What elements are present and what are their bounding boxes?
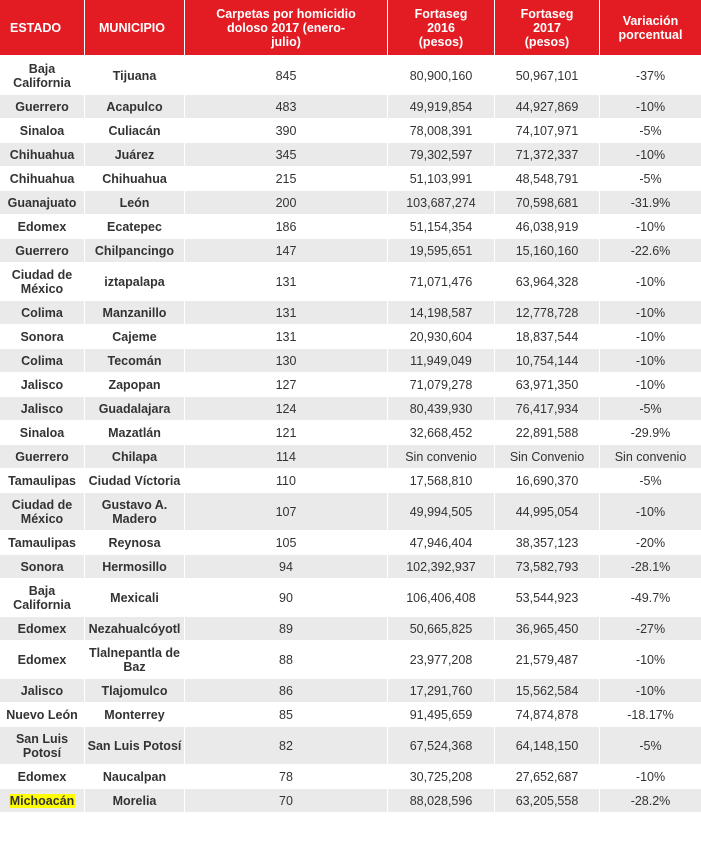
header-estado: ESTADO [0,0,85,57]
cell-variacion: -10% [600,679,701,703]
cell-variacion: -10% [600,493,701,531]
cell-municipio: Mexicali [85,579,185,617]
cell-estado: Ciudad de México [0,493,85,531]
cell-fortaseg-2016: 49,994,505 [388,493,495,531]
table-row [0,239,701,263]
cell-municipio: Tlalnepantla de Baz [85,641,185,679]
cell-municipio: iztapalapa [85,263,185,301]
cell-fortaseg-2016: 30,725,208 [388,765,495,789]
table-row [0,679,701,703]
table-row [0,263,701,301]
table-row [0,703,701,727]
cell-fortaseg-2017: 76,417,934 [495,397,600,421]
cell-fortaseg-2016: 17,291,760 [388,679,495,703]
table-row [0,95,701,119]
cell-municipio: Tlajomulco [85,679,185,703]
cell-fortaseg-2017: 63,971,350 [495,373,600,397]
cell-carpetas: 89 [185,617,388,641]
cell-variacion: -5% [600,727,701,765]
cell-estado: Edomex [0,765,85,789]
cell-municipio: Ciudad Víctoria [85,469,185,493]
cell-fortaseg-2016: 88,028,596 [388,789,495,813]
cell-variacion: -10% [600,143,701,167]
cell-fortaseg-2017: 38,357,123 [495,531,600,555]
cell-estado: San Luis Potosí [0,727,85,765]
cell-variacion: -49.7% [600,579,701,617]
table-row [0,143,701,167]
cell-carpetas: 70 [185,789,388,813]
cell-variacion: -5% [600,397,701,421]
cell-estado: Sonora [0,325,85,349]
cell-fortaseg-2016: 79,302,597 [388,143,495,167]
cell-municipio: Hermosillo [85,555,185,579]
cell-carpetas: 88 [185,641,388,679]
table-row [0,555,701,579]
cell-variacion: -22.6% [600,239,701,263]
cell-variacion: -5% [600,167,701,191]
cell-variacion: -5% [600,119,701,143]
cell-fortaseg-2016: 14,198,587 [388,301,495,325]
cell-municipio: San Luis Potosí [85,727,185,765]
cell-estado: Sinaloa [0,421,85,445]
cell-carpetas: 390 [185,119,388,143]
table-row [0,167,701,191]
cell-estado: Baja California [0,579,85,617]
cell-fortaseg-2016: Sin convenio [388,445,495,469]
cell-carpetas: 147 [185,239,388,263]
cell-fortaseg-2017: 36,965,450 [495,617,600,641]
cell-fortaseg-2017: 53,544,923 [495,579,600,617]
cell-municipio: Guadalajara [85,397,185,421]
cell-carpetas: 215 [185,167,388,191]
cell-carpetas: 127 [185,373,388,397]
cell-estado: Chihuahua [0,167,85,191]
cell-municipio: Chilapa [85,445,185,469]
cell-estado: Baja California [0,57,85,95]
cell-fortaseg-2016: 47,946,404 [388,531,495,555]
cell-estado: Sonora [0,555,85,579]
cell-fortaseg-2017: 64,148,150 [495,727,600,765]
cell-fortaseg-2017: 15,160,160 [495,239,600,263]
table-row [0,57,701,95]
cell-variacion: -20% [600,531,701,555]
cell-municipio: Tecomán [85,349,185,373]
cell-fortaseg-2016: 19,595,651 [388,239,495,263]
cell-fortaseg-2017: 74,874,878 [495,703,600,727]
cell-carpetas: 483 [185,95,388,119]
header-row [0,0,701,57]
cell-municipio: León [85,191,185,215]
cell-carpetas: 82 [185,727,388,765]
cell-estado: Tamaulipas [0,469,85,493]
cell-carpetas: 345 [185,143,388,167]
cell-municipio: Manzanillo [85,301,185,325]
cell-fortaseg-2016: 106,406,408 [388,579,495,617]
cell-variacion: -10% [600,215,701,239]
table-row [0,469,701,493]
table-row [0,301,701,325]
cell-fortaseg-2017: 63,205,558 [495,789,600,813]
cell-variacion: -10% [600,765,701,789]
cell-municipio: Cajeme [85,325,185,349]
table-row [0,789,701,813]
cell-fortaseg-2017: 48,548,791 [495,167,600,191]
cell-carpetas: 114 [185,445,388,469]
cell-carpetas: 131 [185,263,388,301]
cell-estado: Jalisco [0,679,85,703]
cell-variacion: -10% [600,263,701,301]
cell-fortaseg-2017: 44,995,054 [495,493,600,531]
header-fortaseg-2017: Fortaseg 2017 (pesos) [495,0,600,57]
cell-fortaseg-2016: 80,900,160 [388,57,495,95]
table-row [0,579,701,617]
cell-carpetas: 121 [185,421,388,445]
cell-fortaseg-2016: 102,392,937 [388,555,495,579]
table-header [0,0,701,57]
cell-estado: Nuevo León [0,703,85,727]
cell-fortaseg-2017: 50,967,101 [495,57,600,95]
cell-fortaseg-2017: 10,754,144 [495,349,600,373]
cell-estado: Colima [0,349,85,373]
table-row [0,215,701,239]
table-row [0,119,701,143]
cell-fortaseg-2016: 17,568,810 [388,469,495,493]
cell-fortaseg-2017: 70,598,681 [495,191,600,215]
table-row [0,421,701,445]
cell-estado: Jalisco [0,397,85,421]
cell-estado: Tamaulipas [0,531,85,555]
header-municipio: MUNICIPIO [85,0,185,57]
cell-estado: Edomex [0,641,85,679]
cell-carpetas: 200 [185,191,388,215]
cell-municipio: Morelia [85,789,185,813]
table-row [0,397,701,421]
table-row [0,325,701,349]
cell-carpetas: 90 [185,579,388,617]
cell-municipio: Juárez [85,143,185,167]
cell-variacion: -29.9% [600,421,701,445]
cell-fortaseg-2016: 11,949,049 [388,349,495,373]
table-row [0,445,701,469]
cell-municipio: Naucalpan [85,765,185,789]
cell-fortaseg-2016: 71,079,278 [388,373,495,397]
cell-carpetas: 124 [185,397,388,421]
cell-variacion: -28.1% [600,555,701,579]
cell-carpetas: 78 [185,765,388,789]
table-row [0,641,701,679]
cell-fortaseg-2017: 16,690,370 [495,469,600,493]
header-carpetas: Carpetas por homicidio doloso 2017 (enero-julio) [185,0,388,57]
cell-fortaseg-2016: 51,154,354 [388,215,495,239]
cell-estado: Guerrero [0,95,85,119]
cell-variacion: -18.17% [600,703,701,727]
cell-fortaseg-2017: 22,891,588 [495,421,600,445]
highlighted-estado: Michoacán [9,793,75,808]
cell-carpetas: 105 [185,531,388,555]
cell-carpetas: 94 [185,555,388,579]
cell-fortaseg-2016: 51,103,991 [388,167,495,191]
cell-fortaseg-2017: 63,964,328 [495,263,600,301]
cell-carpetas: 110 [185,469,388,493]
cell-carpetas: 131 [185,325,388,349]
cell-variacion: -10% [600,373,701,397]
cell-municipio: Tijuana [85,57,185,95]
cell-fortaseg-2017: 15,562,584 [495,679,600,703]
cell-fortaseg-2017: Sin Convenio [495,445,600,469]
cell-fortaseg-2016: 71,071,476 [388,263,495,301]
cell-municipio: Ecatepec [85,215,185,239]
table-row [0,493,701,531]
table-row [0,349,701,373]
cell-fortaseg-2016: 67,524,368 [388,727,495,765]
cell-municipio: Chihuahua [85,167,185,191]
cell-municipio: Reynosa [85,531,185,555]
table-row [0,191,701,215]
cell-estado: Sinaloa [0,119,85,143]
cell-municipio: Nezahualcóyotl [85,617,185,641]
cell-estado [0,789,85,813]
cell-fortaseg-2016: 20,930,604 [388,325,495,349]
cell-variacion: -31.9% [600,191,701,215]
cell-variacion: -10% [600,325,701,349]
cell-fortaseg-2016: 78,008,391 [388,119,495,143]
cell-fortaseg-2016: 50,665,825 [388,617,495,641]
cell-variacion: -28.2% [600,789,701,813]
cell-variacion: -10% [600,641,701,679]
cell-fortaseg-2017: 21,579,487 [495,641,600,679]
cell-estado: Edomex [0,617,85,641]
cell-fortaseg-2017: 12,778,728 [495,301,600,325]
cell-variacion: -10% [600,301,701,325]
header-fortaseg-2016: Fortaseg 2016 (pesos) [388,0,495,57]
cell-estado: Guerrero [0,239,85,263]
cell-variacion: -5% [600,469,701,493]
cell-municipio: Acapulco [85,95,185,119]
cell-estado: Colima [0,301,85,325]
cell-carpetas: 85 [185,703,388,727]
table-row [0,727,701,765]
cell-municipio: Monterrey [85,703,185,727]
cell-fortaseg-2017: 74,107,971 [495,119,600,143]
cell-fortaseg-2017: 27,652,687 [495,765,600,789]
cell-fortaseg-2016: 23,977,208 [388,641,495,679]
cell-carpetas: 130 [185,349,388,373]
cell-carpetas: 845 [185,57,388,95]
cell-variacion: -10% [600,349,701,373]
cell-fortaseg-2017: 44,927,869 [495,95,600,119]
cell-fortaseg-2017: 46,038,919 [495,215,600,239]
cell-municipio: Gustavo A. Madero [85,493,185,531]
table-row [0,617,701,641]
cell-estado: Edomex [0,215,85,239]
cell-municipio: Mazatlán [85,421,185,445]
cell-estado: Guerrero [0,445,85,469]
cell-variacion: Sin convenio [600,445,701,469]
cell-fortaseg-2017: 18,837,544 [495,325,600,349]
cell-estado: Guanajuato [0,191,85,215]
cell-carpetas: 107 [185,493,388,531]
table-row [0,531,701,555]
cell-fortaseg-2016: 32,668,452 [388,421,495,445]
cell-variacion: -37% [600,57,701,95]
cell-fortaseg-2017: 71,372,337 [495,143,600,167]
cell-carpetas: 186 [185,215,388,239]
cell-variacion: -10% [600,95,701,119]
cell-municipio: Zapopan [85,373,185,397]
cell-estado: Chihuahua [0,143,85,167]
cell-fortaseg-2017: 73,582,793 [495,555,600,579]
table-row [0,373,701,397]
cell-fortaseg-2016: 49,919,854 [388,95,495,119]
cell-variacion: -27% [600,617,701,641]
cell-municipio: Culiacán [85,119,185,143]
cell-fortaseg-2016: 80,439,930 [388,397,495,421]
table-body [0,57,701,813]
cell-fortaseg-2016: 91,495,659 [388,703,495,727]
header-variacion: Variación porcentual [600,0,701,57]
cell-estado: Jalisco [0,373,85,397]
cell-fortaseg-2016: 103,687,274 [388,191,495,215]
cell-estado: Ciudad de México [0,263,85,301]
cell-municipio: Chilpancingo [85,239,185,263]
cell-carpetas: 131 [185,301,388,325]
cell-carpetas: 86 [185,679,388,703]
table-row [0,765,701,789]
